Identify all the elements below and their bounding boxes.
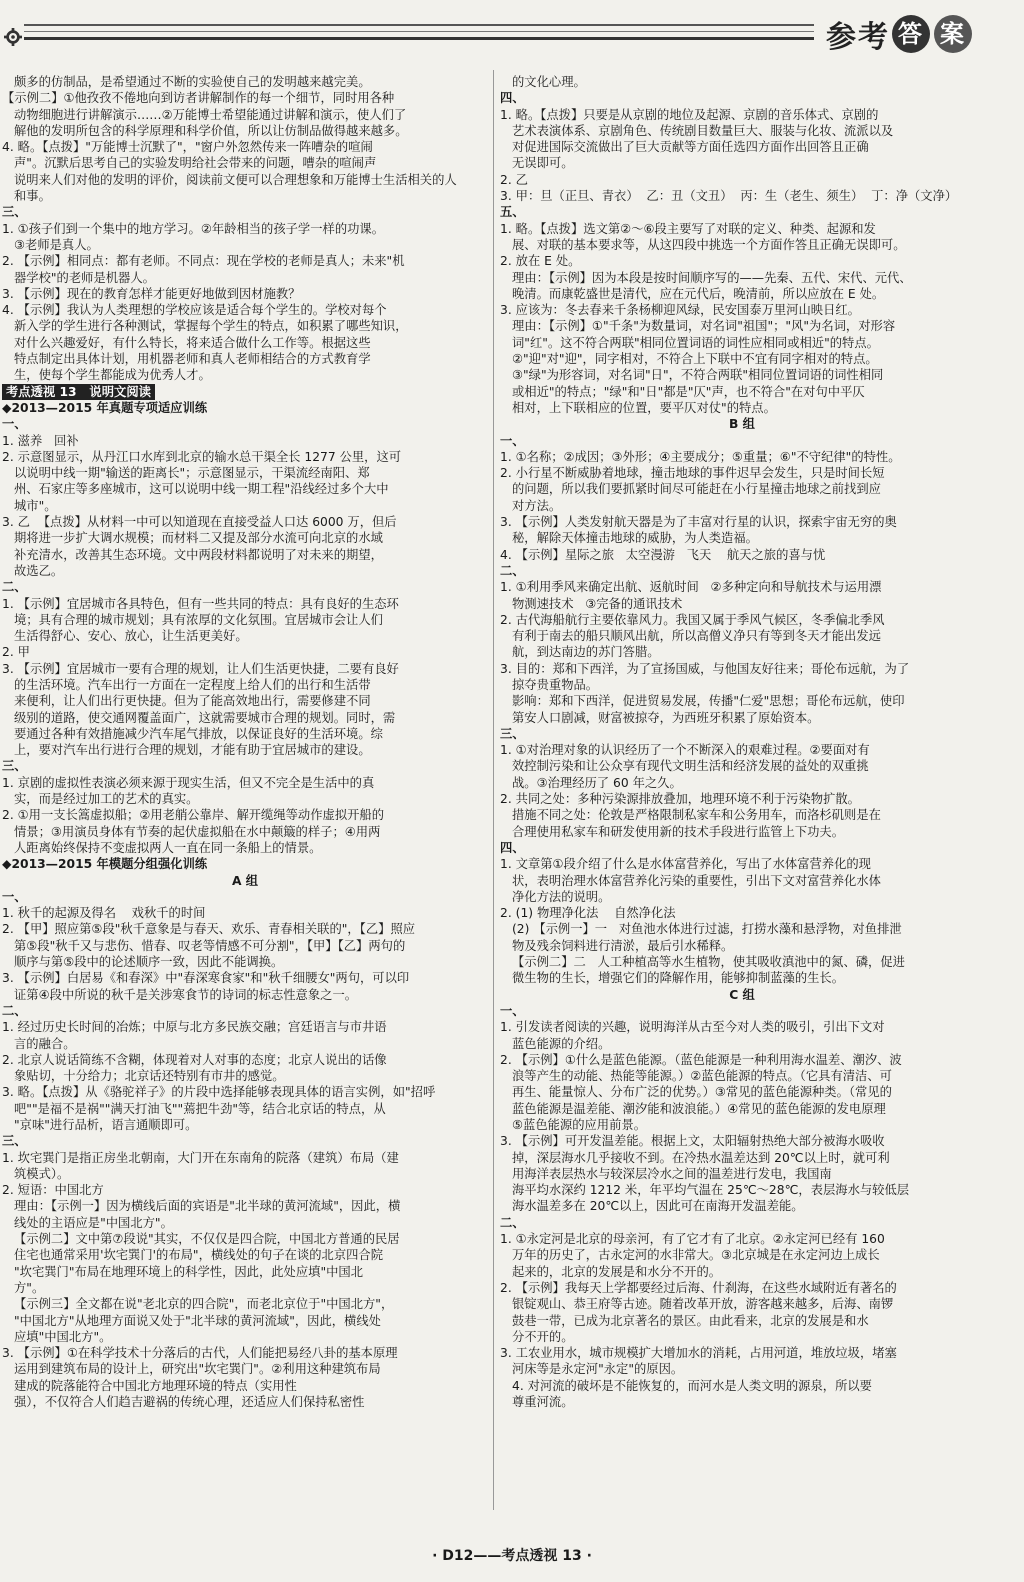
answer-line: 2. 北京人说话简练不含糊，体现着对人对事的态度；北京人说出的话像 [2,1052,387,1067]
answer-line: 建成的院落能符合中国北方地理环境的特点（实用性 [14,1378,297,1393]
answer-line: 三、 [2,759,27,774]
answer-line: "中国北方"从地理方面说又处于"北半球的黄河流域"，因此，横线处 [14,1313,381,1328]
answer-line: 再生、能量惊人、分布广泛的优势。）③常见的蓝色能源种类。（常见的 [512,1085,892,1100]
answer-line: 起来的，北京的发展是和水分不开的。 [512,1264,722,1279]
answer-line: 一、 [2,417,27,432]
answer-line: 4. 【示例】星际之旅 太空漫游 飞天 航天之旅的喜与忧 [500,547,826,562]
answer-line: (2) 【示例一】一 对鱼池水体进行过滤，打捞水藻和悬浮物，对鱼排泄 [512,922,902,937]
answer-line: 【示例二】二 人工种植高等水生植物，使其吸收滇池中的氮、磷，促进 [512,955,905,970]
answer-line: 2. 【示例】我每天上学都要经过后海、什刹海，在这些水域附近有著名的 [500,1280,897,1295]
answer-line: 补充清水，改善其生态环境。文中两段材料都说明了对未来的期望， [14,547,383,562]
answer-line: 证第④段中所说的秋千是关涉寒食节的诗词的标志性意象之一。 [14,987,358,1002]
answer-line: 净化方法的说明。 [512,889,611,904]
answer-line: 3. 甲：旦（正旦、青衣） 乙：丑（文丑） 丙：生（老生、须生） 丁：净（文净） [500,189,958,204]
answer-line: "坎宅巽门"布局在地理环境上的科学性，因此，此处应填"中国北 [14,1264,363,1279]
answer-line: 一、 [500,1003,525,1018]
answer-line: 1. ①利用季风来确定出航、返航时间 ②多种定向和导航技术与运用漂 [500,580,882,595]
answer-line: 3. 略。【点拨】从《骆驼祥子》的片段中选择能够表现具体的语言实例，如"招呼 [2,1085,436,1100]
answer-line: 展、对联的基本要求等，从这四段中挑选一个方面作答且正确无误即可。 [512,237,906,252]
header-title-text: 参考 [826,20,890,55]
answer-line: 生，使每个学生都能成为优秀人才。 [14,368,211,383]
answer-line: 银锭观山、恭王府等古迹。随着改革开放，游客越来越多，后海、南锣 [512,1297,894,1312]
answer-line: 第⑤段"秋千又与悲伤、惜春、叹老等情感不可分割"，【甲】【乙】两句的 [14,938,406,953]
answer-line: 理由：【示例一】因为横线后面的宾语是"北半球的黄河流域"，因此，横 [14,1199,401,1214]
answer-line: 河床等是永定河"永定"的原因。 [512,1362,684,1377]
answer-line: 人距离始终保持不变虚拟两人一直在同一条船上的情景。 [14,840,322,855]
header-rule-lines [24,24,814,45]
answer-line: 期将进一步扩大调水规模；而材料二又提及部分水流可向北京的水域 [14,531,383,546]
answer-line: 1. ①对治理对象的认识经历了一个不断深入的艰难过程。②要面对有 [500,743,870,758]
answer-line: 理由：【示例】①"千条"为数量词，对名词"祖国"；"风"为名词，对形容 [512,319,896,334]
answer-line: 方"。 [14,1280,45,1295]
answer-line: 2. 小行星不断威胁着地球，撞击地球的事件迟早会发生，只是时间长短 [500,466,885,481]
left-column [2,74,488,1410]
answer-line: 的生活环境。汽车出行一方面在一定程度上给人们的出行和生活带 [14,677,371,692]
answer-line: 3. 乙 【点拨】从材料一中可以知道现在直接受益人口达 6000 万，但后 [2,515,397,530]
answer-line: 4. 【示例】我认为人类理想的学校应该是适合每个学生的。学校对每个 [2,303,387,318]
answer-line: 1. 文章第①段介绍了什么是水体富营养化，写出了水体富营养化的现 [500,857,871,872]
answer-line: 1. 引发读者阅读的兴趣，说明海洋从古至今对人类的吸引，引出下文对 [500,1020,885,1035]
answer-line: 实，而是经过加工的艺术的真实。 [14,792,199,807]
answer-line: 艺术表演体系、京剧角色、传统剧目数量巨大、服装与化妆、流派以及 [512,123,894,138]
answer-line: 筑模式）。 [14,1166,70,1181]
answer-line: A 组 [231,873,259,888]
answer-line: 1. ①永定河是北京的母亲河，有了它才有了北京。②永定河已经有 160 [500,1232,885,1247]
answer-line: 鼓巷一带，已成为北京著名的景区。由此看来，北京的发展是和水 [512,1313,869,1328]
answer-line: ◆2013—2015 年模题分组强化训练 [2,857,208,872]
page-header [0,0,1024,66]
answer-line: 3. 应该为：冬去春来千条杨柳迎风绿，民安国泰万里河山映日红。 [500,303,860,318]
answer-line: 蓝色能源是温差能、潮汐能和波浪能。）④常见的蓝色能源的发电原理 [512,1101,886,1116]
header-title [826,12,972,56]
answer-line: 2. 【示例】①什么是蓝色能源。（蓝色能源是一种利用海水温差、潮汐、波 [500,1052,902,1067]
answer-line: 浪等产生的动能、热能等能源。）②蓝色能源的特点。（它具有清洁、可 [512,1069,892,1084]
answer-line: 境；具有合理的城市规划；具有浓厚的文化氛围。宜居城市会让人们 [14,612,383,627]
answer-line: 一、 [2,889,27,904]
answer-line: 二、 [500,1215,525,1230]
answer-line: 词"红"。这不符合两联"相同位置词语的词性应相同或相近"的特点。 [512,335,879,350]
answer-line: 要通过各种有效措施减少汽车尾气排放，以保证良好的生活环境。综 [14,726,383,741]
answer-line: 住宅也通常采用'坎宅巽门'的布局"，横线处的句子在谈的北京四合院 [14,1248,384,1263]
answer-line: 级别的道路，使交通网覆盖面广，这就需要城市合理的规划。同时，需 [14,710,396,725]
answer-line: 2. 放在 E 处。 [500,254,581,269]
answer-line: 生活得舒心、安心、放心，让生活更美好。 [14,629,248,644]
answer-line: 措施不同之处：伦敦是严格限制私家车和公务用车，而洛杉矶则是在 [512,808,881,823]
answer-line: 的问题，所以我们要抓紧时间尽可能赶在小行星撞击地球之前找到应 [512,482,881,497]
answer-line: 和事。 [14,189,51,204]
answer-line: 物测速技术 ③完备的通讯技术 [512,596,683,611]
answer-line: ③老师是真人。 [14,237,99,252]
answer-line: 海平均水深约 1212 米，年平均气温在 25℃～28℃，表层海水与较低层 [512,1183,910,1198]
answer-line: 相对，上下联相应的位置，要平仄对仗"的特点。 [512,400,776,415]
answer-line: 1. 【示例】宜居城市各具特色，但有一些共同的特点：具有良好的生态环 [2,596,399,611]
answer-line: 3. 目的：郑和下西洋，为了宣扬国威，与他国友好往来；哥伦布远航，为了 [500,661,910,676]
answer-line: 2. 【示例】相同点：都有老师。不同点：现在学校的老师是真人；未来"机 [2,254,405,269]
answer-line: 二、 [2,580,27,595]
answer-line: 用海洋表层热水与较深层冷水之间的温差进行发电，我国南 [512,1166,832,1181]
answer-line: 解他的发明所包含的科学原理和科学价值，所以让仿制品做得越来越多。 [14,123,408,138]
answer-line: 理由：【示例】因为本段是按时间顺序写的——先秦、五代、宋代、元代、 [512,270,912,285]
answer-line: 动物细胞进行讲解演示……②万能博士希望能通过讲解和演示，使人们了 [14,107,407,122]
answer-line: 4. 对河流的破坏是不能恢复的，而河水是人类文明的源泉，所以要 [512,1378,872,1393]
answer-line: 万年的历史了，古永定河的水非常大。③北京城是在永定河边上成长 [512,1248,880,1263]
answer-line: 海水温差多在 20℃以上，因此可在南海开发温差能。 [512,1199,804,1214]
column-divider [493,70,494,1510]
answer-line: 来便利，让人们出行更快捷。但为了能高效地出行，需要修建不同 [14,694,371,709]
answer-line: 4. 略。【点拨】"万能博士沉默了"，"窗户外忽然传来一阵嘈杂的喧闹 [2,140,373,155]
answer-line: 对方法。 [512,498,562,513]
answer-line: 的文化心理。 [512,75,586,89]
answer-line: 航，到达南边的苏门答腊。 [512,645,660,660]
answer-line: 1. 京剧的虚拟性表演必须来源于现实生活，但又不完全是生活中的真 [2,775,375,790]
right-column [500,74,984,1410]
answer-line: 效控制污染和让公众享有现代文明生活和经济发展的益处的双重挑 [512,759,869,774]
answer-line: 秘，解除天体撞击地球的威胁，为人类造福。 [512,531,758,546]
answer-line: 象贴切，十分给力；北京话还特别有市井的感觉。 [14,1069,285,1084]
answer-line: ②"迎"对"迎"，同字相对，不符合上下联中不宜有同字相对的特点。 [512,352,878,367]
answer-line: 分不开的。 [512,1329,574,1344]
answer-line: 1. ①名称；②成因；③外形；④主要成分；⑤重量；⑥"不守纪律"的特性。 [500,449,901,464]
answer-line: 1. 滋养 回补 [2,433,79,448]
answer-line: 对促进国际交流做出了巨大贡献等方面任选四方面作出回答且正确 [512,140,869,155]
answer-line: 尊重河流。 [512,1395,574,1410]
answer-line: 声"。沉默后思考自己的实验发明给社会带来的问题，嘈杂的喧闹声 [14,156,377,171]
answer-line: 掉，深层海水几乎接收不到。在冷热水温差达到 20℃以上时，就可利 [512,1150,890,1165]
answer-line: 3. 【示例】宜居城市一要有合理的规划，让人们生活更快捷，二要有良好 [2,661,399,676]
answer-line: 二、 [2,1003,27,1018]
answer-line: 应填"中国北方"。 [14,1329,112,1344]
answer-line: 或相近"的特点；"绿"和"日"都是"仄"声，也不符合"在对句中平仄 [512,384,865,399]
answer-line: 无误即可。 [512,156,574,171]
answer-line: ◆2013—2015 年真题专项适应训练 [2,400,208,415]
answer-line: 吧""是福不是祸""满天打油飞""蔫把牛劲"等，结合北京话的特点，从 [14,1101,386,1116]
answer-line: 3. 工农业用水，城市规模扩大增加水的消耗，占用河道，堆放垃圾，堵塞 [500,1346,897,1361]
answer-line: 运用到建筑布局的设计上，研究出"坎宅巽门"。②利用这种建筑布局 [14,1362,381,1377]
answer-line: 三、 [2,1134,27,1149]
answer-line: 1. 略。【点拨】只要是从京剧的地位及起源、京剧的音乐体式、京剧的 [500,107,879,122]
answer-line: 2. 甲 [2,645,30,660]
answer-line: 2. ①用一支长篙虚拟船；②用老艄公靠岸、解开缆绳等动作虚拟开船的 [2,808,385,823]
answer-line: 1. ①孩子们到一个集中的地方学习。②年龄相当的孩子学一样的功课。 [2,221,385,236]
answer-line: 四、 [500,840,525,855]
answer-line: "京味"进行品析，语言通顺即可。 [14,1118,198,1132]
answer-line: 2. 短语：中国北方 [2,1183,104,1198]
answer-line: 四、 [500,91,525,106]
answer-line: 2. 共同之处：多种污染源排放叠加，地理环境不利于污染物扩散。 [500,792,860,807]
answer-line: 掠夺贵重物品。 [512,677,599,692]
answer-line: 3. 【示例】现在的教育怎样才能更好地做到因材施教？ [2,286,301,301]
answer-line: 城市"。 [14,498,57,513]
header-badge-da: 答 [892,15,930,53]
gear-icon [4,28,22,46]
answer-line: 【示例二】①他孜孜不倦地向到访者讲解制作的每一个细节，同时用各种 [2,91,395,106]
answer-line: 3. 【示例】人类发射航天器是为了丰富对行星的认识，探索宇宙无穷的奥 [500,515,897,530]
answer-line: 情景；③用演员身体有节奏的起伏虚拟船在水中颠簸的样子；④用两 [14,824,381,839]
page-footer: · D12——考点透视 13 · [432,1548,592,1564]
answer-line: 【示例二】文中第⑦段说"其实，不仅仅是四合院，中国北方普通的民居 [14,1232,400,1247]
answer-line: 2. 【甲】照应第⑤段"秋千意象是与春天、欢乐、青春相关联的"，【乙】照应 [2,922,416,937]
answer-line: 器学校"的老师是机器人。 [14,270,155,285]
answer-line: ③"绿"为形容词，对名词"日"，不符合两联"相同位置词语的词性相同 [512,368,884,383]
answer-line: 1. 略。【点拨】选文第②～⑥段主要写了对联的定义、种类、起源和发 [500,221,876,236]
answer-line: 1. 经过历史长时间的冶炼；中原与北方多民族交融；宫廷语言与市井语 [2,1020,387,1035]
header-badge-an: 案 [934,15,972,53]
answer-line: 州、石家庄等多座城市，这可以说明中线一期工程"沿线经过多个大中 [14,482,389,497]
answer-line: 考点透视 13 说明文阅读 [2,384,155,400]
answer-line: 物及残余饲料进行清淤，最后引水稀释。 [512,938,734,953]
answer-line: 2. (1) 物理净化法 自然净化法 [500,906,676,921]
answer-line: 状，表明治理水体富营养化污染的重要性，引出下文对富营养化水体 [512,873,881,888]
answer-line: C 组 [729,987,755,1002]
answer-line: ⑤蓝色能源的应用前景。 [512,1118,646,1132]
answer-line: B 组 [729,417,755,432]
answer-line: 三、 [2,205,27,220]
answer-line: 强），不仅符合人们趋吉避祸的传统心理，还适应人们保持私密性 [14,1395,365,1410]
answer-line: 新入学的学生进行各种测试，掌握每个学生的特点，如积累了哪些知识， [14,319,408,334]
answer-line: 晚清。而康乾盛世是清代，应在元代后，晚清前，所以应放在 E 处。 [512,286,885,301]
answer-line: 以说明中线一期"输送的距离长"；示意图显示，干渠流经南阳、郑 [14,466,370,481]
answer-line: 1. 坎宅巽门是指正房坐北朝南，大门开在东南角的院落（建筑）布局（建 [2,1150,399,1165]
answer-line: 五、 [500,205,525,220]
answer-line: 三、 [500,726,525,741]
answer-line: 顺序与第⑤段中的论述顺序一致，因此不能调换。 [14,955,284,970]
answer-line: 对什么兴趣爱好，有什么特长，将来适合做什么工作等。根据这些 [14,335,371,350]
answer-line: 3. 【示例】白居易《和春深》中"春深寒食家"和"秋千细腰女"两句，可以印 [2,971,410,986]
answer-line: 有利于南去的船只顺风出航，所以高僧义净只有等到冬天才能出发远 [512,629,881,644]
answer-line: 2. 古代海船航行主要依靠风力。我国又属于季风气候区，冬季偏北季风 [500,612,885,627]
answer-line: 一、 [500,433,525,448]
answer-line: 颇多的仿制品，是希望通过不断的实验使自己的发明越来越完美。 [14,75,371,89]
answer-line: 特点制定出具体计划，用机器老师和真人老师相结合的方式教育学 [14,352,371,367]
answer-line: 2. 乙 [500,172,528,187]
answer-line: 战。③治理经历了 60 年之久。 [512,775,682,790]
answer-line: 蓝色能源的介绍。 [512,1036,611,1051]
answer-line: 合理使用私家车和研发使用新的技术手段进行监管上下功夫。 [512,824,845,839]
answer-line: 上，要对汽车出行进行合理的规划，才能有助于宜居城市的建设。 [14,743,371,758]
answer-line: 【示例三】全文都在说"老北京的四合院"，而老北京位于"中国北方"， [14,1297,394,1312]
answer-line: 第安人口剧减，财富被掠夺，为西班牙积累了原始资本。 [512,710,820,725]
answer-line: 微生物的生长，增强它们的降解作用，能够抑制蓝藻的生长。 [512,971,845,986]
answer-line: 3. 【示例】可开发温差能。根据上文，太阳辐射热绝大部分被海水吸收 [500,1134,885,1149]
answer-line: 说明来人们对他的发明的评价，阅读前文便可以合理想象和万能博士生活相关的人 [14,172,457,187]
answer-line: 影响：郑和下西洋，促进贸易发展，传播"仁爱"思想；哥伦布远航，使印 [512,694,905,709]
answer-line: 3. 【示例】①在科学技术十分落后的古代，人们能把易经八卦的基本原理 [2,1346,398,1361]
answer-line: 故选乙。 [14,563,64,578]
answer-line: 2. 示意图显示，从丹江口水库到北京的输水总干渠全长 1277 公里，这可 [2,449,402,464]
answer-line: 二、 [500,563,525,578]
answer-line: 1. 秋千的起源及得名 戏秋千的时间 [2,906,206,921]
answer-line: 言的融合。 [14,1036,76,1051]
answer-line: 线处的主语应是"中国北方"。 [14,1215,173,1230]
